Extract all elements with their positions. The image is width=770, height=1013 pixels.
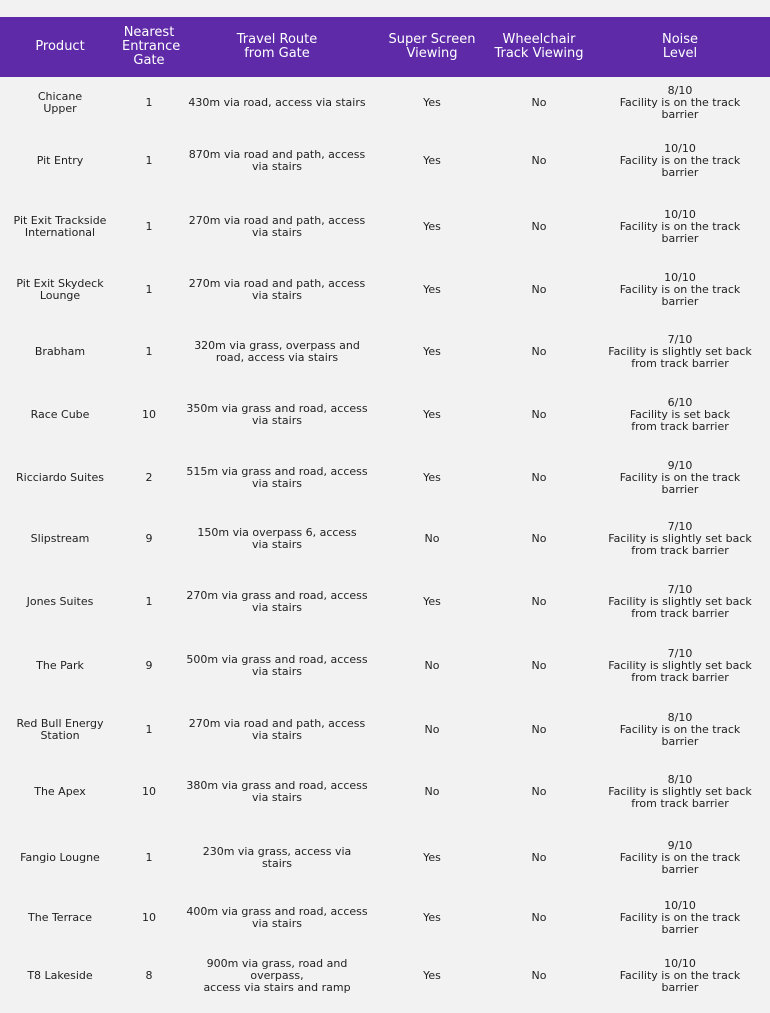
header-noise: Noise Level <box>590 17 770 77</box>
noise-score: 8/10 <box>667 84 693 97</box>
super-screen-cell: No <box>424 531 440 545</box>
table-row <box>0 638 770 694</box>
super-screen-cell: Yes <box>423 344 441 358</box>
wheelchair-cell: No <box>531 219 547 233</box>
table-body <box>0 77 770 1013</box>
product-cell: Red Bull Energy Station <box>16 716 104 742</box>
route-cell: 270m via road and path, access via stairs <box>188 276 366 302</box>
noise-score: 9/10 <box>667 459 693 472</box>
table-row <box>0 898 770 938</box>
super-screen-cell: Yes <box>423 96 441 109</box>
super-screen-cell: No <box>424 659 440 672</box>
route-cell: 150m via overpass 6, access via stairs <box>197 525 357 551</box>
gate-cell: 10 <box>142 911 156 924</box>
super-screen-cell: Yes <box>423 407 441 421</box>
noise-cell <box>590 898 770 938</box>
noise-note: Facility is on the track barrier <box>619 471 741 496</box>
noise-cell <box>590 193 770 260</box>
product-cell: Pit Entry <box>36 154 84 167</box>
gate-cell: 1 <box>145 722 153 736</box>
wheelchair-cell: No <box>531 282 547 296</box>
route-cell: 350m via grass and road, access via stairs <box>186 401 368 427</box>
super-screen-cell: No <box>424 722 440 736</box>
noise-score: 10/10 <box>664 142 696 155</box>
gate-cell: 1 <box>145 154 153 167</box>
header-row <box>0 17 770 77</box>
noise-score: 6/10 <box>667 395 693 409</box>
wheelchair-cell: No <box>531 344 547 358</box>
gate-cell: 2 <box>145 471 153 484</box>
noise-note: Facility is on the track barrier <box>619 154 741 179</box>
route-cell: 400m via grass and road, access via stairs <box>186 905 368 930</box>
table-row <box>0 193 770 260</box>
gate-cell: 1 <box>145 219 153 233</box>
table-row <box>0 566 770 638</box>
wheelchair-cell: No <box>531 722 547 736</box>
table-row <box>0 77 770 129</box>
product-cell: Ricciardo Suites <box>16 471 104 484</box>
super-screen-cell: Yes <box>423 911 441 924</box>
noise-score: 8/10 <box>667 710 693 724</box>
wheelchair-cell: No <box>531 471 547 484</box>
noise-note: Facility is slightly set back from track barrier <box>608 595 752 620</box>
route-cell: 870m via road and path, access via stairs <box>188 148 366 173</box>
product-cell: The Apex <box>34 784 86 798</box>
header-product: Product <box>0 17 120 77</box>
noise-score: 8/10 <box>667 772 693 786</box>
noise-score: 7/10 <box>667 647 693 660</box>
route-cell: 380m via grass and road, access via stairs <box>186 778 368 804</box>
route-cell: 515m via grass and road, access via stairs <box>186 465 368 490</box>
noise-cell <box>590 77 770 129</box>
route-cell: 900m via grass, road and overpass, access via stairs and ramp <box>203 956 351 994</box>
product-cell: Slipstream <box>30 531 90 545</box>
noise-note: Facility is slightly set back from track barrier <box>608 784 752 810</box>
noise-score: 9/10 <box>667 839 693 852</box>
noise-note: Facility is on the track barrier <box>619 96 741 121</box>
noise-cell <box>590 938 770 1013</box>
table-row <box>0 384 770 445</box>
noise-score: 10/10 <box>664 207 696 221</box>
noise-cell <box>590 694 770 765</box>
noise-cell <box>590 765 770 818</box>
noise-note: Facility is on the track barrier <box>619 722 741 748</box>
gate-cell: 8 <box>145 968 153 982</box>
product-cell: The Park <box>36 659 84 672</box>
wheelchair-cell: No <box>531 851 547 864</box>
route-cell: 230m via grass, access via stairs <box>202 845 352 870</box>
noise-note: Facility is on the track barrier <box>619 219 741 245</box>
noise-note: Facility is on the track barrier <box>619 282 741 308</box>
product-cell: Pit Exit Skydeck Lounge <box>16 276 104 302</box>
header-super-screen: Super Screen Viewing <box>376 17 488 77</box>
gate-cell: 1 <box>145 344 153 358</box>
noise-cell <box>590 566 770 638</box>
table-row <box>0 694 770 765</box>
facility-table <box>0 17 770 1013</box>
route-cell: 320m via grass, overpass and road, access via stairs <box>194 338 360 364</box>
product-cell: Jones Suites <box>26 595 94 608</box>
noise-score: 7/10 <box>667 332 693 346</box>
route-cell: 500m via grass and road, access via stairs <box>186 653 368 678</box>
noise-note: Facility is set back from track barrier <box>629 407 731 433</box>
route-cell: 430m via road, access via stairs <box>188 96 366 109</box>
noise-cell <box>590 445 770 511</box>
gate-cell: 1 <box>145 851 153 864</box>
product-cell: T8 Lakeside <box>27 968 93 982</box>
noise-score: 7/10 <box>667 519 693 533</box>
wheelchair-cell: No <box>531 407 547 421</box>
table-row <box>0 260 770 319</box>
route-cell: 270m via road and path, access via stairs <box>188 213 366 239</box>
gate-cell: 10 <box>142 407 156 421</box>
super-screen-cell: Yes <box>423 219 441 233</box>
product-cell: Pit Exit Trackside International <box>13 213 107 239</box>
noise-cell <box>590 384 770 445</box>
noise-score: 7/10 <box>667 583 693 596</box>
super-screen-cell: Yes <box>423 471 441 484</box>
noise-cell <box>590 511 770 566</box>
product-cell: Chicane Upper <box>37 90 83 115</box>
noise-cell <box>590 319 770 384</box>
wheelchair-cell: No <box>531 659 547 672</box>
super-screen-cell: Yes <box>423 968 441 982</box>
wheelchair-cell: No <box>531 968 547 982</box>
header-gate: Nearest Entrance Gate <box>120 17 178 77</box>
super-screen-cell: Yes <box>423 154 441 167</box>
table-row <box>0 445 770 511</box>
gate-cell: 9 <box>145 531 153 545</box>
product-cell: Brabham <box>34 344 86 358</box>
table-row <box>0 938 770 1013</box>
super-screen-cell: Yes <box>423 595 441 608</box>
super-screen-cell: No <box>424 784 440 798</box>
route-cell: 270m via grass and road, access via stairs <box>186 589 368 614</box>
wheelchair-cell: No <box>531 154 547 167</box>
noise-note: Facility is slightly set back from track barrier <box>608 344 752 370</box>
table-header <box>0 17 770 77</box>
noise-note: Facility is slightly set back from track barrier <box>608 659 752 684</box>
noise-score: 10/10 <box>664 270 696 284</box>
gate-cell: 1 <box>145 96 153 109</box>
noise-cell <box>590 260 770 319</box>
noise-score: 10/10 <box>664 956 696 970</box>
noise-note: Facility is on the track barrier <box>619 911 741 936</box>
product-cell: The Terrace <box>28 911 92 924</box>
table-row <box>0 129 770 193</box>
noise-cell <box>590 129 770 193</box>
product-cell: Fangio Lougne <box>20 851 100 864</box>
gate-cell: 10 <box>142 784 156 798</box>
gate-cell: 1 <box>145 595 153 608</box>
table-row <box>0 818 770 898</box>
wheelchair-cell: No <box>531 911 547 924</box>
noise-note: Facility is on the track barrier <box>619 968 741 994</box>
table-row <box>0 511 770 566</box>
table-row <box>0 765 770 818</box>
gate-cell: 9 <box>145 659 153 672</box>
noise-score: 10/10 <box>664 899 696 912</box>
super-screen-cell: Yes <box>423 282 441 296</box>
wheelchair-cell: No <box>531 96 547 109</box>
table-row <box>0 319 770 384</box>
noise-note: Facility is slightly set back from track barrier <box>608 531 752 557</box>
wheelchair-cell: No <box>531 784 547 798</box>
super-screen-cell: Yes <box>423 851 441 864</box>
header-route: Travel Route from Gate <box>178 17 376 77</box>
wheelchair-cell: No <box>531 595 547 608</box>
product-cell: Race Cube <box>30 407 90 421</box>
route-cell: 270m via road and path, access via stairs <box>188 716 366 742</box>
noise-cell <box>590 818 770 898</box>
gate-cell: 1 <box>145 282 153 296</box>
wheelchair-cell: No <box>531 531 547 545</box>
header-wheelchair: Wheelchair Track Viewing <box>488 17 590 77</box>
noise-cell <box>590 638 770 694</box>
noise-note: Facility is on the track barrier <box>619 851 741 876</box>
